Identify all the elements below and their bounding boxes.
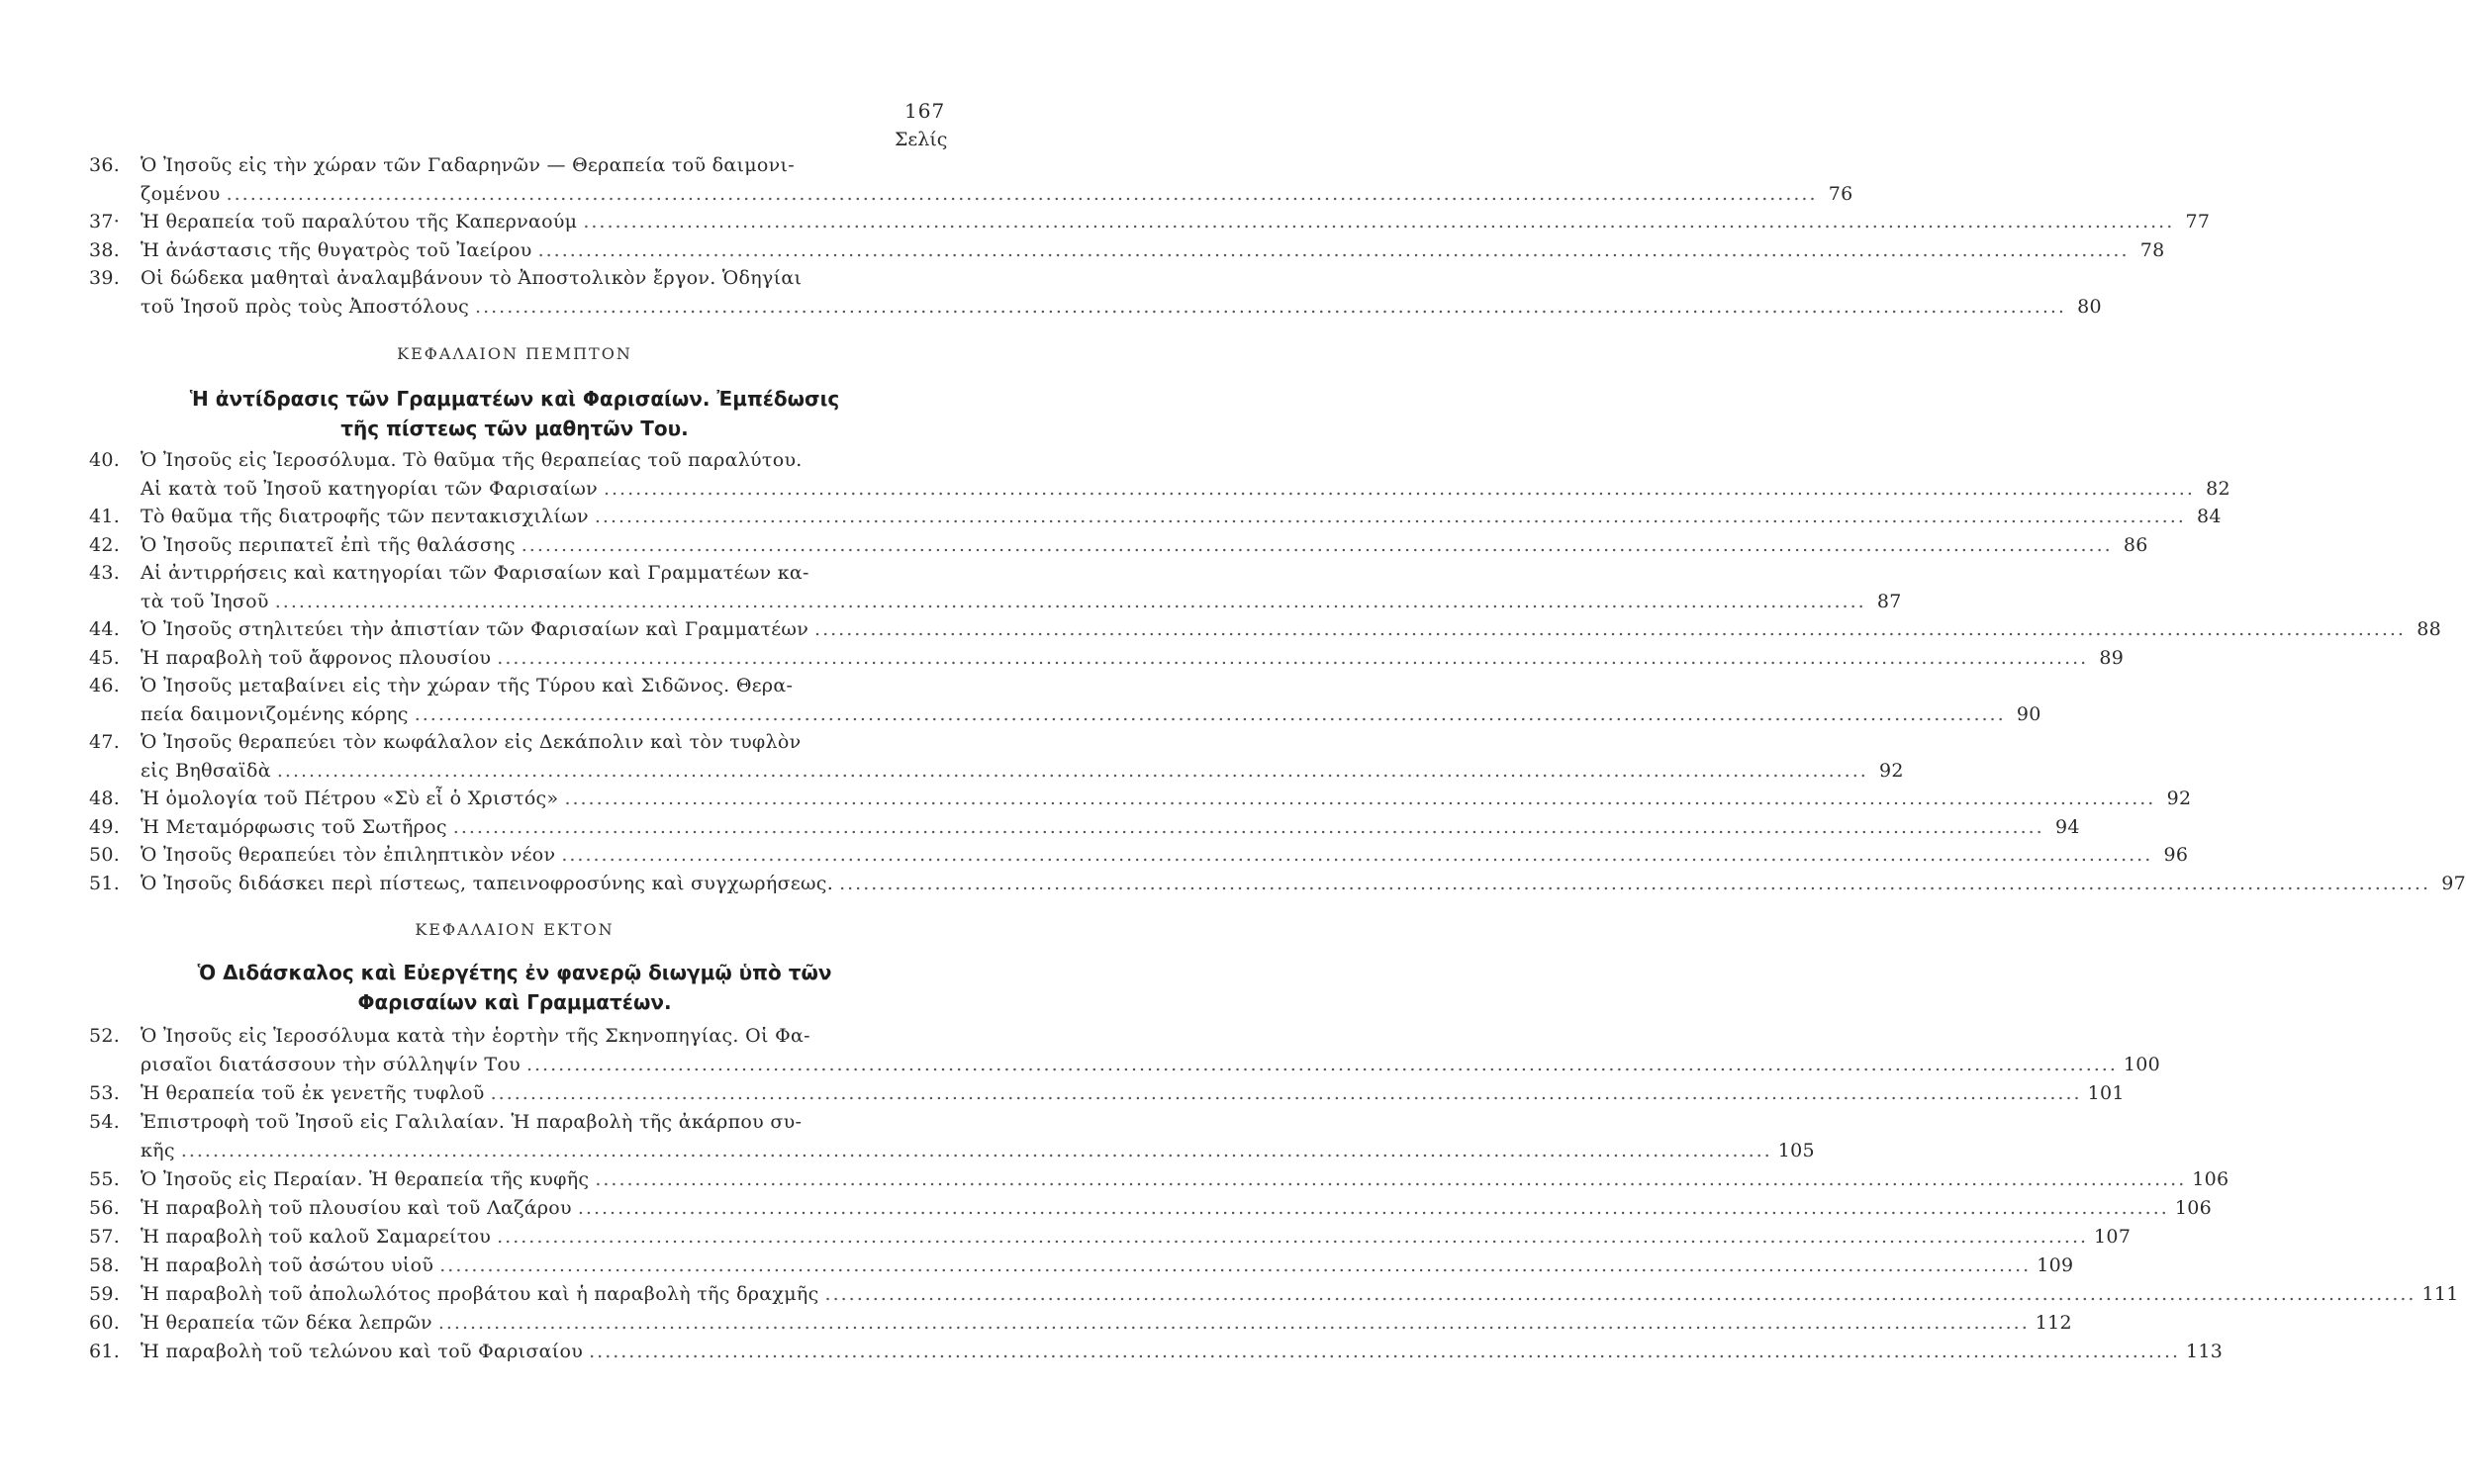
toc-entry-text: εἰς Βηθσαϊδὰ — [141, 759, 271, 782]
toc-entry-page: 101 — [2087, 1082, 2125, 1104]
toc-entry-number: 53. — [89, 1082, 121, 1104]
toc-entry-page: 106 — [2192, 1168, 2229, 1190]
toc-line — [89, 211, 2211, 238]
toc-line — [89, 646, 2125, 675]
chapter-5-title-line2: τῆς πίστεως τῶν μαθητῶν Του. — [340, 417, 689, 440]
toc-entry-text: Ἡ θεραπεία τοῦ ἐκ γενετῆς τυφλοῦ — [141, 1082, 485, 1104]
toc-line — [89, 1283, 2459, 1311]
toc-entry-number: 54. — [89, 1111, 121, 1133]
toc-entry-number: 36. — [89, 154, 121, 176]
toc-entry-text: Ἡ ὁμολογία τοῦ Πέτρου «Σὺ εἶ ὁ Χριστός» — [141, 788, 559, 809]
toc-dot-leader: ........................................................................................................................................................................................................ — [180, 1140, 1772, 1161]
toc-entry-page: 113 — [2186, 1341, 2224, 1362]
toc-dot-leader: ........................................................................................................................................................................................................ — [839, 872, 2430, 894]
toc-line — [89, 675, 942, 702]
toc-dot-leader: ........................................................................................................................................................................................................ — [490, 1082, 2082, 1104]
toc-entry-text: Ὁ Ἰησοῦς εἰς Περαίαν. Ἡ θεραπεία τῆς κυφῆς — [141, 1168, 590, 1190]
toc-entry-text: πεία δαιμονιζομένης κόρης — [141, 702, 409, 725]
chapter-5-title-line1: Ἡ ἀντίδρασις τῶν Γραμματέων καὶ Φαρισαίων. Ἐμπέδωσις — [189, 387, 840, 411]
toc-line — [89, 477, 2230, 506]
toc-line — [89, 154, 942, 182]
toc-entry-number: 40. — [89, 449, 121, 471]
toc-line — [89, 1082, 2125, 1110]
toc-dot-leader: ........................................................................................................................................................................................................ — [497, 646, 2089, 669]
chapter-6-title-line1: Ὁ Διδάσκαλος καὶ Εὐεργέτης ἐν φανερῷ διωγμῷ ὑπὸ τῶν — [197, 961, 832, 984]
toc-entry-text: Οἱ δώδεκα μαθηταὶ ἀναλαμβάνουν τὸ Ἀποστολικὸν ἔργον. Ὁδηγίαι — [141, 267, 803, 289]
toc-entry-page: 96 — [2163, 844, 2189, 866]
toc-line — [89, 267, 942, 295]
toc-entry-number: 43. — [89, 562, 121, 584]
toc-entry-number: 38. — [89, 238, 121, 261]
toc-entry-number: 37· — [89, 211, 121, 232]
toc-dot-leader: ........................................................................................................................................................................................................ — [274, 590, 1866, 612]
toc-dot-leader: ........................................................................................................................................................................................................ — [595, 1168, 2187, 1190]
toc-line — [89, 731, 942, 759]
toc-entry-text: ρισαῖοι διατάσσουν τὴν σύλληψίν Του — [141, 1054, 521, 1075]
toc-entry-text: τοῦ Ἰησοῦ πρὸς τοὺς Ἀποστόλους — [141, 295, 470, 318]
toc-dot-leader: ........................................................................................................................................................................................................ — [497, 1226, 2089, 1248]
toc-entry-page: 111 — [2421, 1283, 2459, 1305]
page-column-header: Σελίς — [895, 129, 948, 150]
toc-dot-leader: ........................................................................................................................................................................................................ — [475, 295, 2066, 318]
toc-dot-leader: ........................................................................................................................................................................................................ — [537, 238, 2130, 261]
toc-entry-number: 55. — [89, 1168, 121, 1190]
toc-line — [89, 872, 2466, 900]
toc-dot-leader: ........................................................................................................................................................................................................ — [814, 618, 2406, 640]
toc-dot-leader: ........................................................................................................................................................................................................ — [452, 815, 2044, 838]
toc-line — [89, 295, 2102, 324]
toc-entry-page: 88 — [2417, 618, 2441, 640]
chapter-5-label: ΚΕΦΑΛΑΙΟΝ ΠΕΜΠΤΟΝ — [397, 344, 632, 363]
toc-entry-text: κῆς — [141, 1140, 175, 1161]
toc-entry-number: 56. — [89, 1197, 121, 1219]
toc-entry-page: 100 — [2123, 1054, 2161, 1075]
toc-line — [89, 1140, 1815, 1167]
toc-entry-text: τὰ τοῦ Ἰησοῦ — [141, 590, 269, 612]
toc-line — [89, 1341, 2224, 1368]
toc-entry-page: 92 — [2166, 788, 2192, 809]
toc-entry-text: Ἡ παραβολὴ τοῦ καλοῦ Σαμαρείτου — [141, 1226, 492, 1248]
toc-dot-leader: ........................................................................................................................................................................................................ — [603, 477, 2195, 500]
toc-entry-page: 77 — [2185, 211, 2211, 232]
toc-entry-text: ζομένου — [141, 182, 221, 205]
toc-entry-text: Ἡ θεραπεία τῶν δέκα λεπρῶν — [141, 1312, 432, 1334]
toc-entry-text: Ἡ θεραπεία τοῦ παραλύτου τῆς Καπερναούμ — [141, 211, 578, 232]
toc-entry-text: Ὁ Ἰησοῦς εἰς Ἱεροσόλυμα. Τὸ θαῦμα τῆς θεραπείας τοῦ παραλύτου. — [141, 449, 803, 471]
toc-line — [89, 759, 1904, 788]
toc-dot-leader: ........................................................................................................................................................................................................ — [561, 844, 2153, 866]
page-number: 167 — [904, 99, 946, 123]
toc-entry-page: 90 — [2016, 702, 2041, 725]
toc-entry-number: 61. — [89, 1341, 121, 1362]
toc-entry-number: 59. — [89, 1283, 121, 1305]
toc-entry-text: Ὁ Ἰησοῦς θεραπεύει τὸν κωφάλαλον εἰς Δεκάπολιν καὶ τὸν τυφλὸν — [141, 731, 802, 753]
toc-line — [89, 590, 1902, 618]
toc-entry-text: Ἡ παραβολὴ τοῦ ἀσώτου υἱοῦ — [141, 1254, 434, 1276]
toc-line — [89, 844, 2189, 872]
toc-entry-number: 42. — [89, 533, 121, 556]
toc-entry-page: 84 — [2197, 506, 2222, 527]
toc-line — [89, 533, 2148, 562]
toc-line — [89, 1168, 2229, 1196]
toc-entry-number: 39. — [89, 267, 121, 289]
toc-entry-text: Ὁ Ἰησοῦς μεταβαίνει εἰς τὴν χώραν τῆς Τύρου καὶ Σιδῶνος. Θερα- — [141, 675, 794, 696]
toc-entry-text: Ὁ Ἰησοῦς θεραπεύει τὸν ἐπιληπτικὸν νέον — [141, 844, 556, 866]
toc-line — [89, 506, 2222, 533]
toc-entry-number: 51. — [89, 872, 121, 894]
toc-line — [89, 562, 942, 590]
toc-entry-page: 86 — [2123, 533, 2148, 556]
toc-entry-text: Ἡ Μεταμόρφωσις τοῦ Σωτῆρος — [141, 815, 447, 838]
toc-entry-text: Τὸ θαῦμα τῆς διατροφῆς τῶν πεντακισχιλίων — [141, 506, 589, 527]
toc-entry-text: Ὁ Ἰησοῦς περιπατεῖ ἐπὶ τῆς θαλάσσης — [141, 533, 516, 556]
toc-dot-leader: ........................................................................................................................................................................................................ — [824, 1283, 2417, 1305]
toc-entry-number: 48. — [89, 788, 121, 809]
toc-line — [89, 788, 2192, 815]
chapter-6-label: ΚΕΦΑΛΑΙΟΝ ΕΚΤΟΝ — [415, 920, 615, 939]
toc-line — [89, 1254, 2074, 1282]
toc-line — [89, 618, 2441, 646]
toc-line — [89, 1226, 2132, 1253]
toc-entry-number: 57. — [89, 1226, 121, 1248]
toc-line — [89, 182, 1853, 211]
toc-line — [89, 702, 2041, 731]
toc-entry-number: 49. — [89, 815, 121, 838]
toc-entry-text: Ἡ ἀνάστασις τῆς θυγατρὸς τοῦ Ἰαείρου — [141, 238, 532, 261]
toc-dot-leader: ........................................................................................................................................................................................................ — [226, 182, 1818, 205]
toc-entry-page: 76 — [1828, 182, 1853, 205]
toc-entry-text: Ἡ παραβολὴ τοῦ ἄφρονος πλουσίου — [141, 646, 492, 669]
toc-entry-page: 92 — [1879, 759, 1904, 782]
toc-entry-page: 107 — [2094, 1226, 2132, 1248]
toc-entry-page: 97 — [2441, 872, 2466, 894]
toc-dot-leader: ........................................................................................................................................................................................................ — [276, 759, 1868, 782]
toc-entry-number: 44. — [89, 618, 121, 640]
toc-entry-text: Ἐπιστροφὴ τοῦ Ἰησοῦ εἰς Γαλιλαίαν. Ἡ παραβολὴ τῆς ἀκάρπου συ- — [141, 1111, 803, 1133]
toc-line — [89, 1111, 942, 1139]
toc-entry-text: Ἡ παραβολὴ τοῦ πλουσίου καὶ τοῦ Λαζάρου — [141, 1197, 572, 1219]
toc-entry-page: 106 — [2174, 1197, 2212, 1219]
toc-line — [89, 815, 2080, 844]
toc-dot-leader: ........................................................................................................................................................................................................ — [437, 1312, 2030, 1334]
toc-entry-page: 80 — [2077, 295, 2102, 318]
toc-entry-page: 105 — [1777, 1140, 1815, 1161]
toc-entry-number: 52. — [89, 1025, 121, 1047]
toc-dot-leader: ........................................................................................................................................................................................................ — [577, 1197, 2169, 1219]
toc-entry-page: 87 — [1876, 590, 1902, 612]
toc-entry-number: 46. — [89, 675, 121, 696]
toc-line — [89, 1054, 2161, 1081]
toc-line — [89, 1312, 2072, 1340]
toc-dot-leader: ........................................................................................................................................................................................................ — [439, 1254, 2032, 1276]
toc-entry-text: Ἡ παραβολὴ τοῦ ἀπολωλότος προβάτου καὶ ἡ παραβολὴ τῆς δραχμῆς — [141, 1283, 819, 1305]
toc-entry-text: Ὁ Ἰησοῦς εἰς Ἱεροσόλυμα κατὰ τὴν ἑορτὴν τῆς Σκηνοπηγίας. Οἱ Φα- — [141, 1025, 810, 1047]
toc-entry-number: 50. — [89, 844, 121, 866]
toc-dot-leader: ........................................................................................................................................................................................................ — [521, 533, 2113, 556]
toc-entry-text: Ὁ Ἰησοῦς διδάσκει περὶ πίστεως, ταπεινοφροσύνης καὶ συγχωρήσεως. — [141, 872, 834, 894]
toc-line — [89, 1025, 942, 1053]
toc-entry-text: Αἱ κατὰ τοῦ Ἰησοῦ κατηγορίαι τῶν Φαρισαίων — [141, 477, 598, 500]
toc-line — [89, 449, 942, 477]
toc-line — [89, 238, 2165, 267]
toc-dot-leader: ........................................................................................................................................................................................................ — [589, 1341, 2181, 1362]
toc-entry-text: Αἱ ἀντιρρήσεις καὶ κατηγορίαι τῶν Φαρισαίων καὶ Γραμματέων κα- — [141, 562, 809, 584]
toc-entry-number: 41. — [89, 506, 121, 527]
toc-entry-number: 60. — [89, 1312, 121, 1334]
toc-entry-number: 45. — [89, 646, 121, 669]
toc-entry-text: Ὁ Ἰησοῦς στηλιτεύει τὴν ἀπιστίαν τῶν Φαρισαίων καὶ Γραμματέων — [141, 618, 809, 640]
toc-dot-leader: ........................................................................................................................................................................................................ — [525, 1054, 2118, 1075]
toc-entry-number: 58. — [89, 1254, 121, 1276]
toc-dot-leader: ........................................................................................................................................................................................................ — [564, 788, 2156, 809]
toc-entry-page: 94 — [2054, 815, 2080, 838]
toc-dot-leader: ........................................................................................................................................................................................................ — [583, 211, 2175, 232]
toc-entry-page: 82 — [2206, 477, 2230, 500]
toc-dot-leader: ........................................................................................................................................................................................................ — [414, 702, 2006, 725]
toc-entry-page: 109 — [2037, 1254, 2074, 1276]
chapter-6-title-line2: Φαρισαίων καὶ Γραμματέων. — [357, 990, 672, 1014]
toc-entry-text: Ὁ Ἰησοῦς εἰς τὴν χώραν τῶν Γαδαρηνῶν — Θεραπεία τοῦ δαιμονι- — [141, 154, 795, 176]
toc-entry-page: 89 — [2099, 646, 2125, 669]
toc-entry-page: 78 — [2139, 238, 2165, 261]
toc-line — [89, 1197, 2212, 1225]
toc-dot-leader: ........................................................................................................................................................................................................ — [594, 506, 2186, 527]
toc-entry-text: Ἡ παραβολὴ τοῦ τελώνου καὶ τοῦ Φαρισαίου — [141, 1341, 584, 1362]
toc-entry-page: 112 — [2035, 1312, 2072, 1334]
toc-entry-number: 47. — [89, 731, 121, 753]
